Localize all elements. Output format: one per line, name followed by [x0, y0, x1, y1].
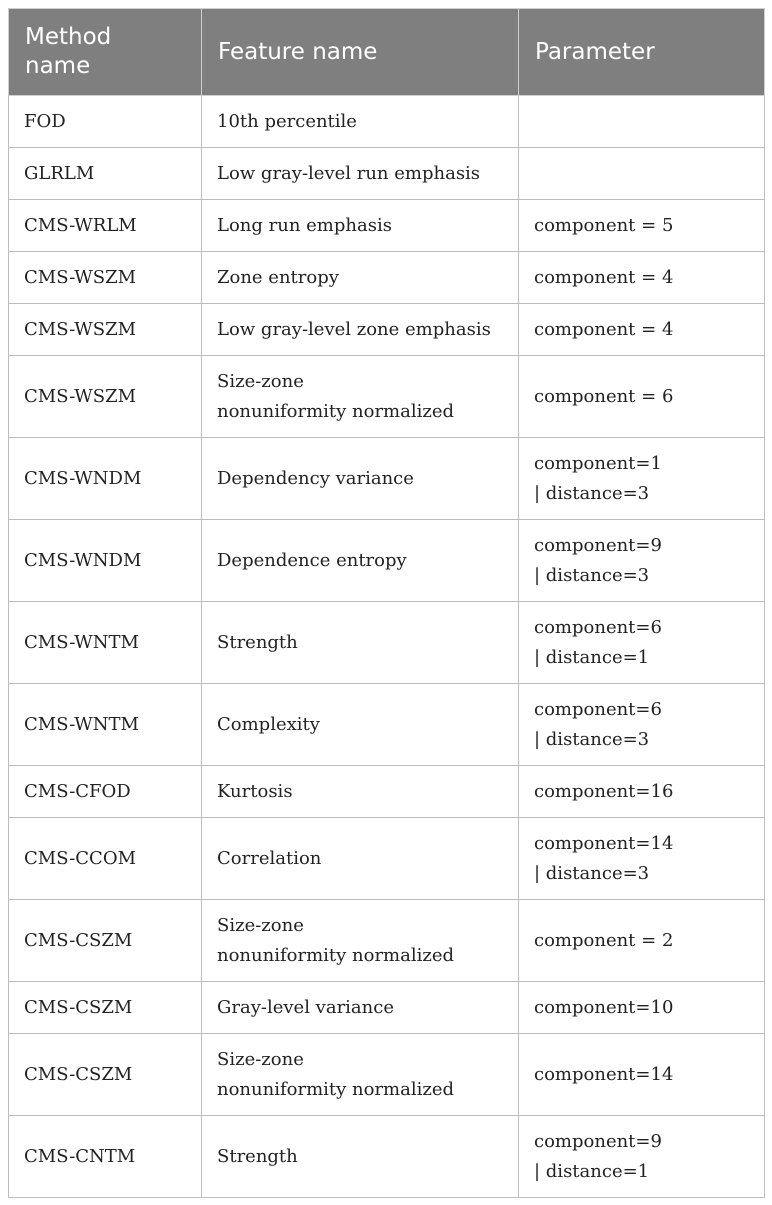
cell-method: CMS-CFOD: [9, 766, 202, 818]
cell-method: CMS-CNTM: [9, 1116, 202, 1198]
cell-parameter: component = 4: [519, 304, 765, 356]
cell-feature: Low gray-level run emphasis: [202, 148, 519, 200]
table-row: [9, 900, 765, 982]
cell-method: GLRLM: [9, 148, 202, 200]
table-row: [9, 252, 765, 304]
cell-parameter: component=9 | distance=3: [519, 520, 765, 602]
table-header-row: [9, 9, 765, 96]
cell-method: CMS-WNDM: [9, 520, 202, 602]
table-row: [9, 602, 765, 684]
cell-feature: Kurtosis: [202, 766, 519, 818]
cell-method: CMS-CCOM: [9, 818, 202, 900]
table-row: [9, 96, 765, 148]
table-row: [9, 766, 765, 818]
cell-method: CMS-WNDM: [9, 438, 202, 520]
cell-parameter: component = 5: [519, 200, 765, 252]
cell-method: CMS-CSZM: [9, 1034, 202, 1116]
cell-feature: Complexity: [202, 684, 519, 766]
cell-parameter: component = 4: [519, 252, 765, 304]
cell-parameter: component=14 | distance=3: [519, 818, 765, 900]
header-feature-name: Feature name: [202, 9, 519, 96]
cell-parameter: component=14: [519, 1034, 765, 1116]
cell-method: CMS-WNTM: [9, 684, 202, 766]
cell-feature: Dependency variance: [202, 438, 519, 520]
cell-feature: Size-zone nonuniformity normalized: [202, 1034, 519, 1116]
cell-feature: Correlation: [202, 818, 519, 900]
table-row: [9, 1116, 765, 1198]
cell-feature: Size-zone nonuniformity normalized: [202, 900, 519, 982]
table-row: [9, 356, 765, 438]
cell-feature: Zone entropy: [202, 252, 519, 304]
table-row: [9, 148, 765, 200]
cell-parameter: component=16: [519, 766, 765, 818]
feature-table-container: [8, 8, 764, 1198]
table-row: [9, 200, 765, 252]
cell-parameter: component=6 | distance=3: [519, 684, 765, 766]
cell-parameter: [519, 96, 765, 148]
cell-parameter: component=1 | distance=3: [519, 438, 765, 520]
table-row: [9, 1034, 765, 1116]
cell-parameter: component=6 | distance=1: [519, 602, 765, 684]
cell-parameter: component=10: [519, 982, 765, 1034]
cell-feature: 10th percentile: [202, 96, 519, 148]
header-parameter: Parameter: [519, 9, 765, 96]
cell-feature: Strength: [202, 1116, 519, 1198]
cell-feature: Gray-level variance: [202, 982, 519, 1034]
table-row: [9, 982, 765, 1034]
cell-method: FOD: [9, 96, 202, 148]
cell-method: CMS-WNTM: [9, 602, 202, 684]
cell-method: CMS-CSZM: [9, 982, 202, 1034]
table-row: [9, 684, 765, 766]
cell-parameter: component = 6: [519, 356, 765, 438]
cell-method: CMS-WSZM: [9, 252, 202, 304]
table-row: [9, 520, 765, 602]
cell-method: CMS-WRLM: [9, 200, 202, 252]
cell-parameter: [519, 148, 765, 200]
cell-feature: Long run emphasis: [202, 200, 519, 252]
cell-feature: Size-zone nonuniformity normalized: [202, 356, 519, 438]
cell-parameter: component = 2: [519, 900, 765, 982]
header-method-name: Method name: [9, 9, 202, 96]
table-row: [9, 304, 765, 356]
cell-feature: Dependence entropy: [202, 520, 519, 602]
cell-feature: Strength: [202, 602, 519, 684]
cell-method: CMS-CSZM: [9, 900, 202, 982]
cell-method: CMS-WSZM: [9, 356, 202, 438]
table-row: [9, 438, 765, 520]
table-row: [9, 818, 765, 900]
cell-parameter: component=9 | distance=1: [519, 1116, 765, 1198]
cell-method: CMS-WSZM: [9, 304, 202, 356]
feature-table: [8, 8, 765, 1198]
cell-feature: Low gray-level zone emphasis: [202, 304, 519, 356]
